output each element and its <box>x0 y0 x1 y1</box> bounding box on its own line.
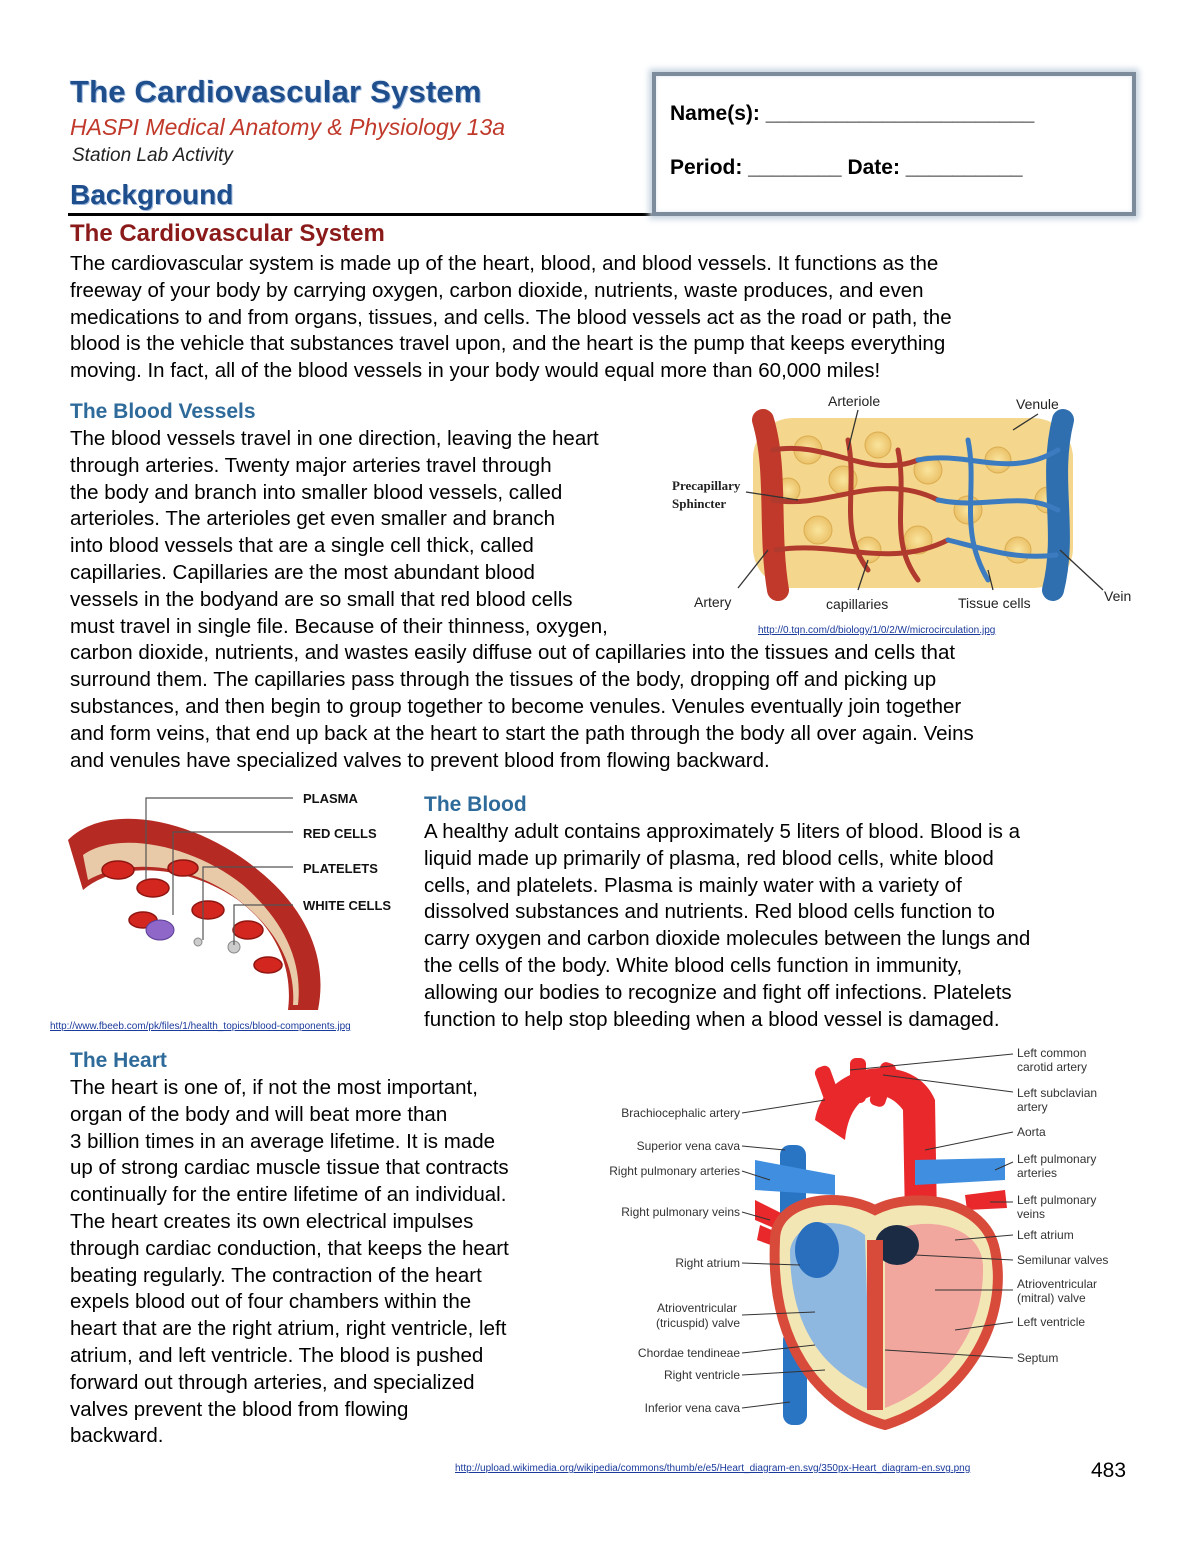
text-line: through arteries. Twenty major arteries travel through <box>70 453 552 477</box>
vessels-heading: The Blood Vessels <box>70 400 256 423</box>
text-line: freeway of your body by carrying oxygen, carbon dioxide, nutrients, waste produces, and even <box>70 278 924 302</box>
text-line: liquid made up primarily of plasma, red blood cells, white blood <box>424 846 994 870</box>
text-line: the body and branch into smaller blood vessels, called <box>70 480 563 504</box>
label-right-atrium: Right atrium <box>675 1256 740 1270</box>
label-left-atrium: Left atrium <box>1017 1228 1074 1242</box>
microcirculation-source-link[interactable]: http://0.tqn.com/d/biology/1/0/2/W/microcirculation.jpg <box>758 625 996 636</box>
name-period-box <box>652 72 1136 216</box>
microcirculation-figure <box>668 390 1138 618</box>
text-line: arterioles. The arterioles get even smaller and branch <box>70 507 556 531</box>
text-line: continually for the entire lifetime of an individual. <box>70 1183 507 1207</box>
text-line: The blood vessels travel in one direction, leaving the heart <box>70 427 599 450</box>
label-plasma: PLASMA <box>303 791 358 806</box>
label-tissue-cells: Tissue cells <box>958 595 1031 611</box>
text-line: function to help stop bleeding when a blood vessel is damaged. <box>424 1007 1000 1031</box>
document-title: The Cardiovascular System <box>70 74 482 109</box>
text-line: allowing our bodies to recognize and fight off infections. Platelets <box>424 980 1012 1004</box>
label-precapillary: Precapillary <box>672 478 741 493</box>
label-tricuspid-1: Atrioventricular <box>656 1301 737 1315</box>
septum-wall <box>867 1240 883 1410</box>
platelet <box>194 938 202 946</box>
label-sphincter: Sphincter <box>672 496 727 511</box>
artery-vessel <box>763 420 778 590</box>
text-line: and venules have specialized valves to prevent blood from flowing backward. <box>70 748 770 772</box>
text-line: valves prevent the blood from flowing <box>70 1397 409 1421</box>
label-right-ventricle: Right ventricle <box>663 1368 740 1382</box>
text-line: carry oxygen and carbon dioxide molecules between the lungs and <box>424 927 1031 951</box>
intro-paragraph <box>70 251 952 385</box>
blood-paragraph <box>424 819 1030 1033</box>
text-line: substances, and then begin to group together to become venules. Venules eventually join together <box>70 694 962 718</box>
label-mitral-1: Atrioventricular <box>1017 1277 1098 1291</box>
label-capillaries: capillaries <box>826 596 889 612</box>
text-line: expels blood out of four chambers within the <box>70 1290 472 1314</box>
label-left-ventricle: Left ventricle <box>1017 1315 1086 1329</box>
label-mitral-2: (mitral) valve <box>1017 1291 1086 1305</box>
label-arteriole: Arteriole <box>828 393 881 409</box>
label-lpv-1: Left pulmonary <box>1017 1193 1097 1207</box>
text-line: organ of the body and will beat more than <box>70 1102 448 1126</box>
text-line: 3 billion times in an average lifetime. It is made <box>70 1129 496 1153</box>
label-right-pulm-veins: Right pulmonary veins <box>621 1205 740 1219</box>
label-chordae: Chordae tendineae <box>637 1346 740 1360</box>
label-brachiocephalic: Brachiocephalic artery <box>621 1106 740 1120</box>
label-lcc-2: carotid artery <box>1017 1060 1088 1074</box>
text-line: dissolved substances and nutrients. Red blood cells function to <box>424 900 995 924</box>
label-artery: Artery <box>694 594 732 610</box>
text-line: capillaries. Capillaries are the most abundant blood <box>70 560 535 584</box>
label-ivc: Inferior vena cava <box>644 1401 740 1415</box>
text-line: beating regularly. The contraction of the heart <box>70 1263 482 1287</box>
white-cell <box>146 920 174 940</box>
text-line: surround them. The capillaries pass through the tissues of the body, dropping off and picking up <box>70 668 937 692</box>
label-lpa-2: arteries <box>1017 1166 1058 1180</box>
label-white-cells: WHITE CELLS <box>303 898 392 913</box>
text-line: forward out through arteries, and specialized <box>70 1370 475 1394</box>
label-lsa-1: Left subclavian <box>1017 1086 1098 1100</box>
label-venule: Venule <box>1016 396 1059 412</box>
text-line: A healthy adult contains approximately 5 liters of blood. Blood is a <box>424 820 1020 843</box>
heart-paragraph <box>70 1075 509 1450</box>
text-line: The heart creates its own electrical impulses <box>70 1209 474 1233</box>
text-line: atrium, and left ventricle. The blood is pushed <box>70 1343 484 1367</box>
text-line: must travel in single file. Because of their thinness, oxygen, <box>70 614 608 638</box>
heart-diagram-figure <box>585 1040 1130 1430</box>
label-lpv-2: veins <box>1017 1207 1046 1221</box>
text-line: and form veins, that end up back at the heart to start the path through the body all over again. Veins <box>70 721 974 745</box>
label-red-cells: RED CELLS <box>303 826 377 841</box>
activity-type: Station Lab Activity <box>72 145 233 166</box>
label-lsa-2: artery <box>1017 1100 1048 1114</box>
page-number: 483 <box>1091 1459 1127 1482</box>
course-subtitle: HASPI Medical Anatomy & Physiology 13a <box>70 114 506 140</box>
text-line: vessels in the bodyand are so small that red blood cells <box>70 587 573 611</box>
intro-heading: The Cardiovascular System <box>70 220 385 247</box>
blood-components-figure <box>48 780 413 1020</box>
text-line: backward. <box>70 1424 164 1448</box>
label-septum: Septum <box>1017 1351 1059 1365</box>
vein-vessel <box>1053 420 1063 590</box>
text-line: into blood vessels that are a single cell thick, called <box>70 534 534 558</box>
name-field-line[interactable]: Name(s): _______________________ <box>670 102 1035 125</box>
text-line: medications to and from organs, tissues, and cells. The blood vessels act as the road or path, the <box>70 305 952 329</box>
label-platelets: PLATELETS <box>303 861 378 876</box>
text-line: heart that are the right atrium, right ventricle, left <box>70 1317 507 1341</box>
text-line: up of strong cardiac muscle tissue that contracts <box>70 1156 509 1180</box>
label-lpa-1: Left pulmonary <box>1017 1152 1097 1166</box>
text-line: carbon dioxide, nutrients, and wastes easily diffuse out of capillaries into the tissues and cells that <box>70 641 956 665</box>
blood-source-link[interactable]: http://www.fbeeb.com/pk/files/1/health_topics/blood-components.jpg <box>50 1021 351 1032</box>
label-vein: Vein <box>1104 588 1132 604</box>
label-semilunar: Semilunar valves <box>1017 1253 1109 1267</box>
text-line: blood is the vehicle that substances travel upon, and the heart is the pump that keeps everything <box>70 332 946 356</box>
label-svc: Superior vena cava <box>636 1139 740 1153</box>
heart-source-link[interactable]: http://upload.wikimedia.org/wikipedia/commons/thumb/e/e5/Heart_diagram-en.svg/350px-Heart_diagram-en.svg.png <box>455 1463 971 1474</box>
text-line: The cardiovascular system is made up of the heart, blood, and blood vessels. It functions as the <box>70 252 939 275</box>
text-line: through cardiac conduction, that keeps the heart <box>70 1236 509 1260</box>
label-right-pulm-arteries: Right pulmonary arteries <box>609 1164 740 1178</box>
heart-heading: The Heart <box>70 1049 167 1072</box>
text-line: The heart is one of, if not the most important, <box>70 1076 478 1099</box>
blood-heading: The Blood <box>424 793 527 816</box>
left-pulmonary-artery <box>915 1158 1005 1185</box>
label-lcc-1: Left common <box>1017 1046 1087 1060</box>
text-line: cells, and platelets. Plasma is mainly water with a variety of <box>424 873 962 897</box>
period-date-field-line[interactable]: Period: ________ Date: __________ <box>670 156 1023 179</box>
label-aorta: Aorta <box>1017 1125 1046 1139</box>
section-heading-background: Background <box>70 179 234 210</box>
text-line: the cells of the body. White blood cells function in immunity, <box>424 953 963 977</box>
label-tricuspid-2: (tricuspid) valve <box>655 1316 740 1330</box>
text-line: moving. In fact, all of the blood vessels in your body would equal more than 60,000 miles! <box>70 359 881 383</box>
